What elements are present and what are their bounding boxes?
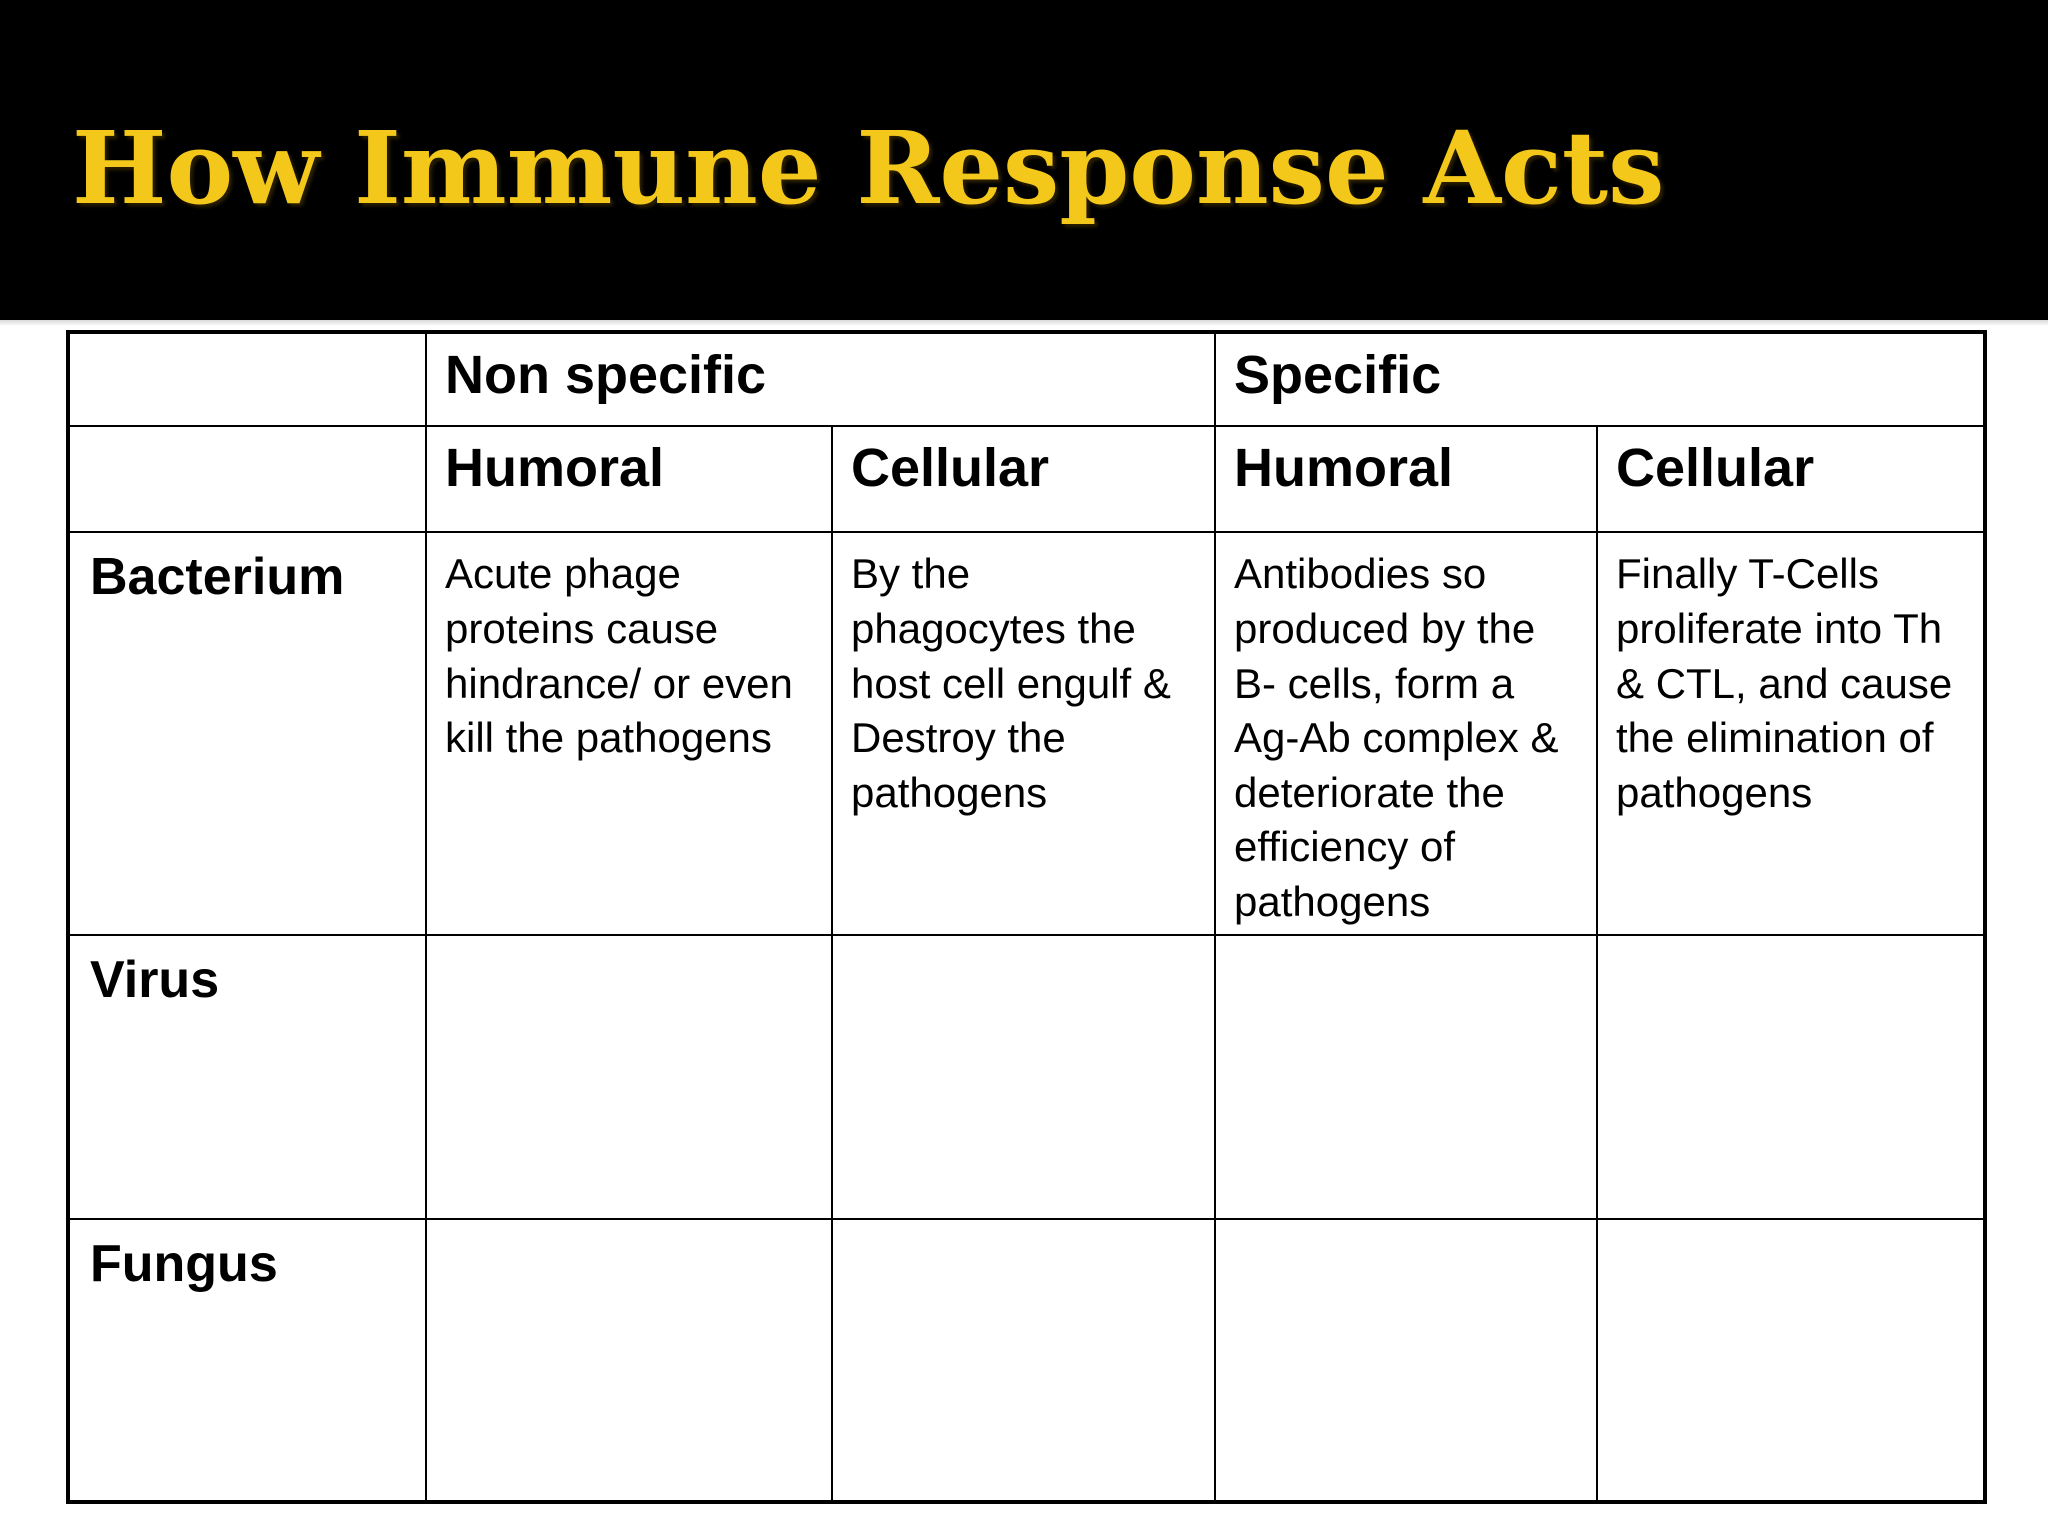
table-sub-corner-cell bbox=[68, 426, 426, 532]
header-specific: Specific bbox=[1215, 332, 1985, 426]
table-row bbox=[68, 1219, 1985, 1503]
row-label-fungus: Fungus bbox=[68, 1219, 426, 1503]
title-bar bbox=[0, 0, 2048, 320]
slide-title: How Immune Response Acts bbox=[72, 109, 1665, 227]
table-cell bbox=[1597, 935, 1985, 1218]
header-specific-humoral: Humoral bbox=[1215, 426, 1597, 532]
table-row bbox=[68, 532, 1985, 935]
header-non-specific-humoral: Humoral bbox=[426, 426, 832, 532]
table-row bbox=[68, 935, 1985, 1218]
immune-response-table bbox=[66, 330, 1987, 1504]
table-cell bbox=[832, 1219, 1215, 1503]
table-corner-cell bbox=[68, 332, 426, 426]
header-non-specific-cellular: Cellular bbox=[832, 426, 1215, 532]
table-cell bbox=[1215, 935, 1597, 1218]
table-cell: By the phagocytes the host cell engulf & Destroy the pathogens bbox=[832, 532, 1215, 935]
row-label-virus: Virus bbox=[68, 935, 426, 1218]
table-cell: Antibodies so produced by the B- cells, form a Ag-Ab complex & deteriorate the efficiency of pathogens bbox=[1215, 532, 1597, 935]
table-cell: Acute phage proteins cause hindrance/ or even kill the pathogens bbox=[426, 532, 832, 935]
table-cell bbox=[832, 935, 1215, 1218]
header-non-specific: Non specific bbox=[426, 332, 1215, 426]
table-sub-header-row bbox=[68, 426, 1985, 532]
header-specific-cellular: Cellular bbox=[1597, 426, 1985, 532]
table-cell bbox=[1215, 1219, 1597, 1503]
table-cell: Finally T-Cells proliferate into Th & CTL, and cause the elimination of pathogens bbox=[1597, 532, 1985, 935]
table-cell bbox=[426, 1219, 832, 1503]
row-label-bacterium: Bacterium bbox=[68, 532, 426, 935]
table-cell bbox=[1597, 1219, 1985, 1503]
table-cell bbox=[426, 935, 832, 1218]
table-group-header-row bbox=[68, 332, 1985, 426]
